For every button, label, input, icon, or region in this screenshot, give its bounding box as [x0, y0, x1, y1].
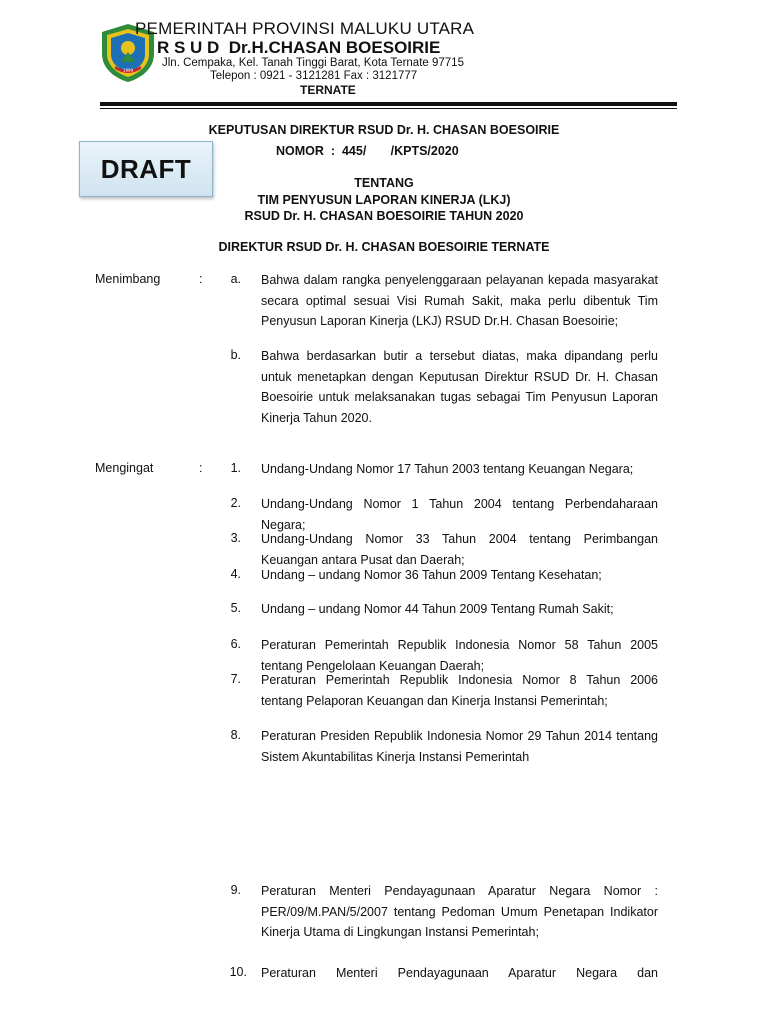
subject-line-2: RSUD Dr. H. CHASAN BOESOIRIE TAHUN 2020 [244, 209, 524, 223]
mengingat-item-text: Undang – undang Nomor 36 Tahun 2009 Tentang Kesehatan; [261, 568, 602, 582]
menimbang-marker: a. [230, 272, 241, 286]
decree-number: NOMOR : 445/ /KPTS/2020 [276, 144, 459, 158]
letterhead-divider-thin [100, 108, 677, 109]
mengingat-item-text: Peraturan Pemerintah Republik Indonesia Nomor 58 Tahun 2005 tentang Pengelolaan Keuangan Daerah; [261, 638, 658, 673]
mengingat-item-text: Undang-Undang Nomor 17 Tahun 2003 tentang Keuangan Negara; [261, 462, 634, 476]
mengingat-label: Mengingat [95, 461, 154, 475]
mengingat-item-text: Peraturan Pemerintah Republik Indonesia Nomor 8 Tahun 2006 tentang Pelaporan Keuangan dan Kinerja Instansi Pemerintah; [261, 673, 658, 708]
mengingat-colon: : [199, 461, 203, 475]
mengingat-marker: 10. [229, 965, 247, 979]
letterhead-hospital-name: R S U D Dr.H.CHASAN BOESOIRIE [157, 38, 441, 57]
menimbang-marker: b. [230, 348, 241, 362]
mengingat-marker: 3. [230, 531, 241, 545]
mengingat-marker: 2. [230, 496, 241, 510]
mengingat-item-text: Peraturan Menteri Pendayagunaan Aparatur Negara dan [261, 966, 658, 980]
mengingat-marker: 7. [230, 672, 241, 686]
mengingat-marker: 8. [230, 728, 241, 742]
letterhead-phone: Telepon : 0921 - 3121281 Fax : 3121777 [210, 70, 418, 82]
mengingat-item-text: Undang-Undang Nomor 1 Tahun 2004 tentang Perbendaharaan Negara; [261, 497, 658, 532]
letterhead-government: PEMERINTAH PROVINSI MALUKU UTARA [135, 19, 475, 38]
draft-stamp: DRAFT [79, 141, 213, 197]
mengingat-item-text: Peraturan Presiden Republik Indonesia Nomor 29 Tahun 2014 tentang Sistem Akuntabilitas Kinerja Instansi Pemerintah [261, 729, 658, 764]
menimbang-item-text: Bahwa dalam rangka penyelenggaraan pelayanan kepada masyarakat secara optimal sesuai Visi Rumah Sakit, maka perlu dibentuk Tim Penyusun Laporan Kinerja (LKJ) RSUD Dr.H. Chasan Boesoirie; [261, 273, 658, 328]
mengingat-marker: 6. [230, 637, 241, 651]
menimbang-colon: : [199, 272, 203, 286]
menimbang-label: Menimbang [95, 272, 161, 286]
tentang-heading: TENTANG [354, 176, 414, 190]
decree-title: KEPUTUSAN DIREKTUR RSUD Dr. H. CHASAN BOESOIRIE [208, 123, 560, 137]
subject-line-1: TIM PENYUSUN LAPORAN KINERJA (LKJ) [257, 193, 511, 207]
letterhead-city: TERNATE [300, 83, 356, 97]
mengingat-marker: 4. [230, 567, 241, 581]
letterhead-divider [100, 102, 677, 106]
director-heading: DIREKTUR RSUD Dr. H. CHASAN BOESOIRIE TERNATE [218, 240, 550, 254]
menimbang-item-text: Bahwa berdasarkan butir a tersebut diatas, maka dipandang perlu untuk menetapkan dengan Keputusan Direktur RSUD Dr. H. Chasan Boesoirie untuk melaksanakan tugas sebagai Tim Penyusun Laporan Kinerja Tahun 2020. [261, 349, 658, 425]
mengingat-item-text: Undang-Undang Nomor 33 Tahun 2004 tentang Perimbangan Keuangan antara Pusat dan Daerah; [261, 532, 658, 567]
logo-year: 1999 [122, 68, 134, 73]
mengingat-marker: 1. [230, 461, 241, 475]
mengingat-item-text: Peraturan Menteri Pendayagunaan Aparatur Negara Nomor : PER/09/M.PAN/5/2007 tentang Pedoman Umum Penetapan Indikator Kinerja Utama di Lingkungan Instansi Pemerintah; [261, 884, 658, 939]
mengingat-marker: 5. [230, 601, 241, 615]
mengingat-item-text: Undang – undang Nomor 44 Tahun 2009 Tentang Rumah Sakit; [261, 602, 614, 616]
letterhead-address: Jln. Cempaka, Kel. Tanah Tinggi Barat, Kota Ternate 97715 [162, 57, 464, 69]
mengingat-marker: 9. [230, 883, 241, 897]
